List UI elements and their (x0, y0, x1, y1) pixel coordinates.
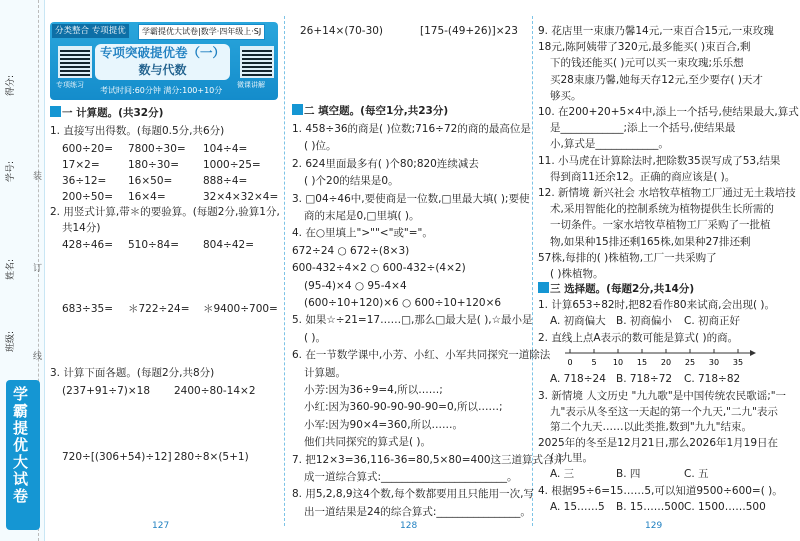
fill-line: 得到商11还余12。正确的商应该是( )。 (550, 170, 736, 183)
fill-line: 1. 458÷36的商是( )位数;716÷72的商的最高位是 (292, 123, 531, 135)
fill-line: 小芳:因为36÷9=4,所以……; (304, 384, 443, 396)
option[interactable]: A. 15……5 (550, 501, 605, 513)
oral-calc-item: 200÷50= (62, 191, 113, 203)
qr-left-caption: 专项练习 (56, 81, 84, 89)
option[interactable]: B. 718÷72 (616, 373, 673, 385)
fill-line: 57株,每排的( )株植物,工厂一共采购了 (538, 251, 717, 264)
section-heading-fill: 二 填空题。(每空1分,共23分) (292, 104, 448, 118)
fill-line: 他们共同探究的算式是( )。 (304, 436, 432, 449)
mixed-calc: [175-(49+26)]×23 (420, 25, 518, 37)
page-title (95, 44, 230, 80)
tick-label: 25 (684, 358, 696, 367)
tick-label: 35 (732, 358, 744, 367)
fill-line: 够买。 (550, 89, 582, 102)
choice-3-line: 九"表示从冬至这一天起的第一个九天,"二九"表示 (550, 405, 778, 418)
fill-line: ( )株植物。 (550, 268, 604, 280)
mixed-calc: 2400÷80-14×2 (174, 385, 256, 397)
vertical-calc: 510÷84= (128, 239, 179, 251)
fill-line: 一切条件。一家水培牧草植物工厂采购了一批植 (550, 219, 771, 232)
student-id-label: 学号: (6, 160, 16, 182)
vertical-calc: 683÷35= (62, 303, 113, 315)
oral-calc-item: 600÷20= (62, 143, 113, 155)
fill-line: 小军:因为90×4=360,所以……。 (304, 418, 464, 431)
mixed-calc: 26+14×(70-30) (300, 25, 384, 37)
oral-calc-item: 16×4= (128, 191, 166, 203)
fill-line: 7. 把12×3=36,116-36=80,5×80=400这三道算式合并 (292, 453, 565, 466)
option[interactable]: C. 初商正好 (684, 315, 741, 327)
page-number: 127 (152, 521, 170, 531)
title-line-1: 专项突破提优卷（一） (99, 45, 225, 60)
option[interactable]: A. 初商偏大 (550, 315, 606, 327)
tick-label: 20 (660, 358, 672, 367)
mixed-calc: 720÷[(306+54)÷12] (62, 451, 172, 463)
option[interactable]: C. 五 (684, 468, 709, 480)
brand-text: 学霸提优大试卷 (11, 386, 29, 505)
fill-line: 买28束康乃馨,她每天存12元,至少要存( )天才 (550, 73, 763, 86)
oral-calc-item: 7800÷30= (128, 143, 186, 155)
fill-line: ( )位。 (304, 140, 337, 153)
question-1: 1. 直接写出得数。(每题0.5分,共6分) (50, 125, 225, 137)
page-number: 129 (645, 521, 663, 531)
vertical-calc: ＊9400÷700= (203, 303, 278, 315)
fill-line: 术,采用智能化的控制系统为植物提供生长所需的 (550, 203, 774, 216)
option[interactable]: A. 三 (550, 468, 575, 480)
fill-line: 4. 在○里填上">""<"或"="。 (292, 227, 433, 240)
qr-right-caption: 微课讲解 (237, 81, 265, 89)
question-3: 3. 计算下面各题。(每题2分,共8分) (50, 367, 215, 379)
fill-line: 3. □04÷46中,要使商是一位数,□里最大填( );要使 (292, 192, 530, 205)
choice-question-1: 1. 计算653÷82时,把82看作80来试商,会出现( )。 (538, 299, 775, 311)
page-number: 128 (400, 521, 418, 531)
category-tag: 分类整合 专项提优 (52, 24, 129, 38)
oral-calc-item: 1000÷25= (203, 159, 261, 171)
fill-line: 小,算式是____________。 (550, 138, 669, 151)
question-2: 2. 用竖式计算,带＊的要验算。(每题2分,验算1分, (50, 206, 280, 218)
fill-line: ( )。 (304, 331, 327, 344)
oral-calc-item: 180÷30= (128, 159, 179, 171)
oral-calc-item: 17×2= (62, 159, 100, 171)
class-label: 班级: (6, 330, 16, 352)
vertical-calc: ＊722÷24= (128, 303, 190, 315)
title-line-2: 数与代数 (138, 63, 187, 77)
fill-line: 是____________;添上一个括号,使结果最 (550, 122, 736, 135)
option[interactable]: C. 1500……500 (684, 501, 766, 513)
fill-line: 6. 在一节数学课中,小芳、小红、小军共同探究一道除法 (292, 349, 551, 362)
fill-line: 12. 新情境 新兴社会 水培牧草植物工厂通过无土栽培技 (538, 187, 796, 199)
qr-code-icon[interactable] (58, 46, 92, 78)
fill-line: 小红:因为360-90-90-90-90=0,所以……; (304, 401, 503, 414)
option[interactable]: B. 初商偏小 (616, 315, 672, 327)
choice-question-4: 4. 根据95÷6=15……5,可以知道9500÷600=( )。 (538, 485, 783, 497)
tick-label: 30 (708, 358, 720, 367)
oral-calc-item: 32×4×32×4= (203, 191, 279, 203)
fill-line: 9. 花店里一束康乃馨14元,一束百合15元,一束玫瑰 (538, 25, 774, 37)
tick-label: 10 (612, 358, 624, 367)
choice-3-line: 2025年的冬至是12月21日,那么2026年1月19日在 (538, 436, 779, 449)
qr-code-icon[interactable] (240, 46, 274, 78)
vertical-calc: 804÷42= (203, 239, 254, 251)
number-line (560, 345, 760, 367)
mixed-calc: (237+91÷7)×18 (62, 385, 151, 397)
choice-3-line: 3. 新情境 人文历史 "九九歌"是中国传统农民歌谣;"一 (538, 390, 787, 402)
book-label: 学霸提优大试卷|数学·四年级上·SJ (138, 24, 265, 40)
fill-line: (600÷10+120)×6 ○ 600÷10+120×6 (304, 297, 502, 309)
column-divider (284, 16, 285, 526)
fill-line: 商的末尾是0,□里填( )。 (304, 210, 420, 222)
oral-calc-item: 36÷12= (62, 175, 107, 187)
fill-line: 计算题。 (304, 366, 346, 379)
fill-line: 下的钱还能买( )元可以买一束玫瑰;乐乐想 (550, 57, 744, 70)
oral-calc-item: 16×50= (128, 175, 173, 187)
oral-calc-item: 888÷4= (203, 175, 248, 187)
choice-3-line: 第二个九天……以此类推,数到"九九"结束。 (550, 421, 752, 433)
section-heading-calc: 一 计算题。(共32分) (50, 106, 163, 120)
fill-line: 18元,陈阿姨带了320元,最多能买( )束百合,剩 (538, 41, 751, 54)
fill-line: 8. 用5,2,8,9这4个数,每个数都要用且只能用一次,写 (292, 488, 534, 501)
option[interactable]: B. 15……500 (616, 501, 685, 513)
option[interactable]: C. 718÷82 (684, 373, 741, 385)
bind-mark-2: 订 (33, 264, 43, 274)
option[interactable]: B. 四 (616, 468, 641, 480)
score-label: 得分: (6, 74, 16, 96)
bind-mark-1: 装 (33, 172, 43, 182)
oral-calc-item: 104÷4= (203, 143, 248, 155)
fill-line: 物,如果种15排还剩165株,如果种27排还剩 (550, 235, 751, 248)
fill-line: 11. 小马虎在计算除法时,把除数35误写成了53,结果 (538, 154, 781, 167)
fill-line: 成一道综合算式:________________________。 (304, 471, 518, 483)
bind-mark-3: 线 (33, 352, 43, 362)
fill-line: 2. 624里面最多有( )个80;820连续减去 (292, 157, 479, 170)
tick-label: 5 (591, 358, 597, 367)
fill-line: 出一道结果是24的综合算式:________________。 (304, 505, 531, 518)
fill-line: 600-432÷4×2 ○ 600-432÷(4×2) (292, 262, 466, 275)
fill-line: 5. 如果☆÷21=17……□,那么□最大是( ),☆最小是 (292, 314, 533, 327)
choice-3-line: ( )九里。 (550, 452, 594, 464)
vertical-calc: 428÷46= (62, 239, 113, 251)
tick-label: 0 (567, 358, 573, 367)
brand-banner (6, 380, 40, 530)
tick-label: 15 (636, 358, 648, 367)
fill-line: ( )个20的结果是0。 (304, 175, 399, 188)
option[interactable]: A. 718÷24 (550, 373, 606, 385)
mixed-calc: 280÷8×(5+1) (174, 451, 249, 463)
fill-line: (95-4)×4 ○ 95-4×4 (304, 279, 407, 292)
question-2-cont: 共14分) (62, 222, 101, 234)
choice-question-2: 2. 直线上点A表示的数可能是算式( )的商。 (538, 332, 739, 344)
section-heading-choice: 三 选择题。(每题2分,共14分) (538, 282, 694, 296)
fill-line: 672÷24 ○ 672÷(8×3) (292, 244, 410, 257)
column-divider (532, 16, 533, 526)
exam-info: 考试时间:60分钟 满分:100+10分 (100, 86, 223, 95)
name-label: 姓名: (6, 258, 16, 280)
fill-line: 10. 在200+20+5×4中,添上一个括号,使结果最大,算式 (538, 106, 799, 118)
